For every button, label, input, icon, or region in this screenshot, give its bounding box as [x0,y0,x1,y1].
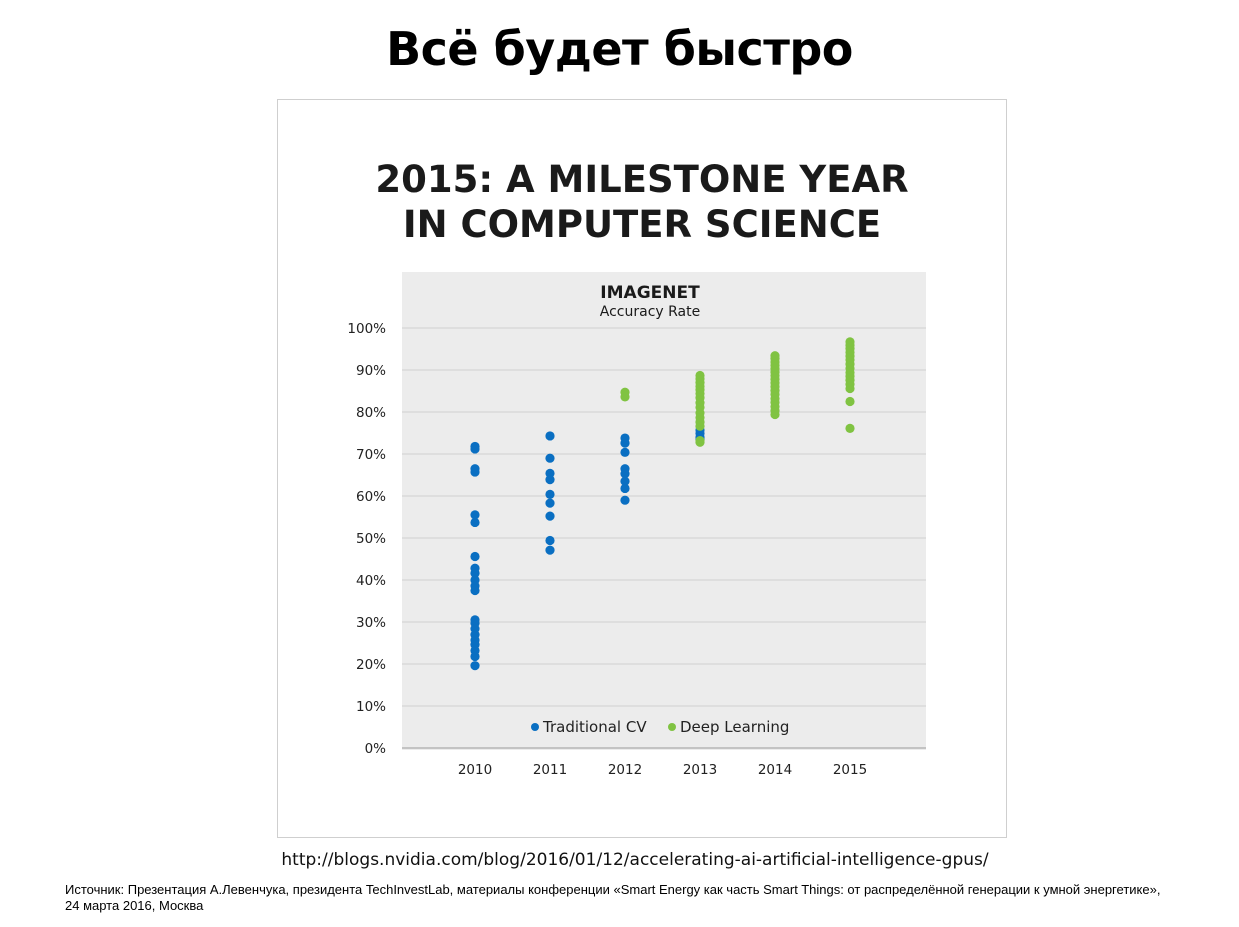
deep-learning-point [695,422,704,431]
source-url: http://blogs.nvidia.com/blog/2016/01/12/accelerating-ai-artificial-intelligence-gpus/ [281,850,989,870]
y-tick-label: 30% [355,615,386,631]
traditional-cv-point [470,586,479,595]
traditional-cv-point [470,552,479,561]
source-footnote: Источник: Презентация А.Левенчука, президента TechInvestLab, материалы конференции «Smart Energy как часть Smart Things: от распределённой генерации к умной энергетике», 24 марта 2016, Москва [65,882,1161,913]
traditional-cv-point [470,518,479,527]
legend-marker-deep-learning [668,723,676,731]
traditional-cv-point [545,512,554,521]
traditional-cv-point [470,467,479,476]
x-tick-label: 2012 [607,762,643,778]
deep-learning-point [695,438,704,447]
legend-marker-traditional [531,723,539,731]
y-tick-label: 90% [355,363,386,379]
plot-title: IMAGENET [600,283,700,303]
traditional-cv-point [470,661,479,670]
x-tick-label: 2010 [457,762,493,778]
traditional-cv-point [470,444,479,453]
traditional-cv-point [545,475,554,484]
traditional-cv-point [620,484,629,493]
y-tick-label: 10% [355,699,386,715]
y-tick-label: 100% [347,321,386,337]
y-axis-ticks [347,321,386,757]
y-tick-label: 40% [355,573,386,589]
x-tick-label: 2015 [832,762,868,778]
plot-subtitle: Accuracy Rate [599,304,701,320]
traditional-cv-point [545,490,554,499]
chart-figure [277,99,1007,838]
traditional-cv-point [470,652,479,661]
traditional-cv-point [545,536,554,545]
slide-title: Всё будет быстро [386,22,853,76]
traditional-cv-point [620,448,629,457]
deep-learning-point [845,424,854,433]
traditional-cv-point [620,496,629,505]
y-tick-label: 20% [355,657,386,673]
chart-title-line-2: IN COMPUTER SCIENCE [402,203,882,246]
traditional-cv-point [545,454,554,463]
y-tick-label: 80% [355,405,386,421]
x-tick-label: 2011 [532,762,568,778]
y-tick-label: 70% [355,447,386,463]
y-tick-label: 50% [355,531,386,547]
legend-label-traditional: Traditional CV [543,718,647,736]
deep-learning-point [620,392,629,401]
deep-learning-point [770,410,779,419]
x-tick-label: 2013 [682,762,718,778]
x-tick-label: 2014 [757,762,793,778]
legend-label-deep-learning: Deep Learning [680,718,790,736]
chart-svg [278,100,1006,837]
x-axis-ticks [458,762,867,778]
y-tick-label: 0% [364,741,386,757]
deep-learning-point [845,384,854,393]
chart-title-line-1: 2015: A MILESTONE YEAR [375,158,909,201]
traditional-cv-point [545,546,554,555]
traditional-cv-point [545,431,554,440]
traditional-cv-point [545,499,554,508]
deep-learning-point [845,397,854,406]
traditional-cv-point [620,438,629,447]
y-tick-label: 60% [355,489,386,505]
